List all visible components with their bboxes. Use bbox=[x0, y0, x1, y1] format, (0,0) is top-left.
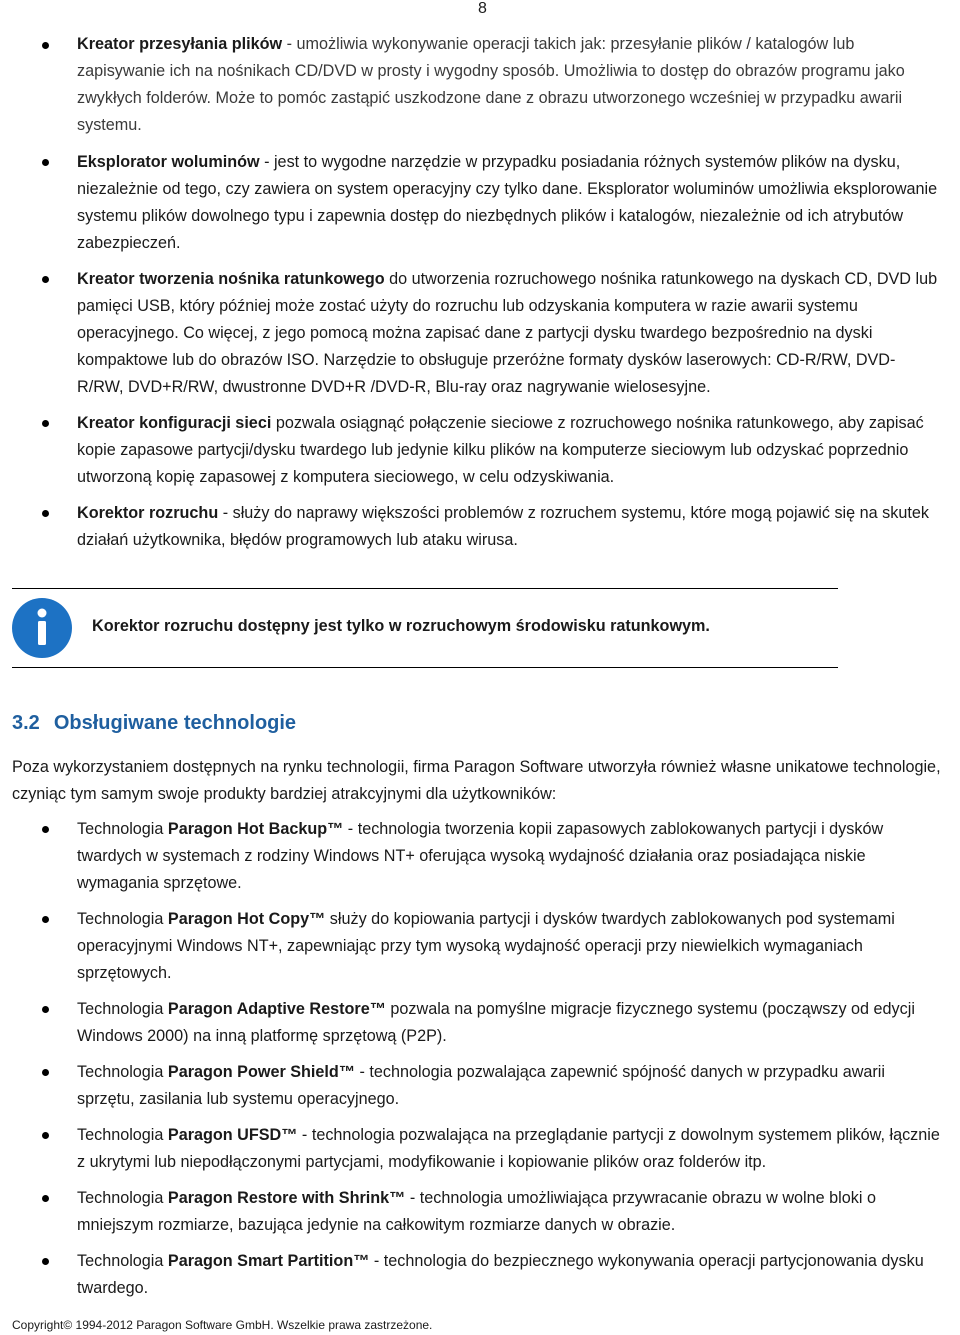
list-item bbox=[0, 906, 960, 987]
note-bottom-divider bbox=[12, 667, 838, 668]
item-prefix: Technologia bbox=[77, 910, 168, 928]
bullet-icon bbox=[42, 42, 49, 49]
item-title: Kreator przesyłania plików bbox=[77, 35, 283, 53]
item-prefix: Technologia bbox=[77, 1063, 168, 1081]
bullet-icon bbox=[42, 420, 49, 427]
item-text: do utworzenia rozruchowego nośnika ratunkowego na dyskach CD, DVD lub pamięci USB, który później może zostać użyty do rozruchu lub odzyskania komputera w razie awarii systemu operacyjnego. Co więcej, z jego pomocą można zapisać dane z partycji dysku twardego bezpośrednio na dyski kompaktowe lub do obrazów ISO. Narzędzie to obsługuje przeróżne formaty dysków laserowych: CD-R/RW, DVD-R/RW, DVD+R/RW, dwustronne DVD+R /DVD-R, Blu-ray oraz nagrywanie wielosesyjne. bbox=[77, 270, 938, 396]
footer-copyright: Copyright© 1994-2012 Paragon Software GmbH. Wszelkie prawa zastrzeżone. bbox=[12, 1318, 433, 1332]
list-item bbox=[0, 149, 960, 257]
list-item bbox=[0, 1059, 960, 1113]
item-title: Kreator tworzenia nośnika ratunkowego bbox=[77, 270, 385, 288]
item-text: - technologia tworzenia kopii zapasowych zablokowanych partycji i dysków twardych w systemach z rodziny Windows NT+ oferująca wysoką wydajność działania oraz posiadająca niskie wymagania sprzętowe. bbox=[77, 820, 884, 892]
bullet-icon bbox=[42, 916, 49, 923]
section-heading bbox=[12, 712, 296, 735]
item-text: - technologia do bezpiecznego wykonywania operacji partycjonowania dysku twardego. bbox=[77, 1252, 924, 1297]
bullet-icon bbox=[42, 826, 49, 833]
item-text: - technologia pozwalająca zapewnić spójność danych w przypadku awarii sprzętu, zasilania lub systemu operacyjnego. bbox=[77, 1063, 885, 1108]
page-number: 8 bbox=[478, 0, 487, 17]
item-prefix: Technologia bbox=[77, 1189, 168, 1207]
bullet-icon bbox=[42, 1069, 49, 1076]
bullet-icon bbox=[42, 159, 49, 166]
section-title: Obsługiwane technologie bbox=[53, 712, 297, 734]
section-number: 3.2 bbox=[12, 712, 40, 734]
list-item bbox=[0, 266, 960, 401]
technology-list bbox=[0, 816, 960, 1311]
item-title: Paragon Smart Partition™ bbox=[167, 1252, 370, 1270]
item-prefix: Technologia bbox=[77, 1126, 168, 1144]
list-item bbox=[0, 1122, 960, 1176]
item-text: pozwala na pomyślne migracje fizycznego systemu (począwszy od edycji Windows 2000) na inną platformę sprzętową (P2P). bbox=[77, 1000, 915, 1045]
list-item bbox=[0, 31, 960, 139]
bullet-icon bbox=[42, 276, 49, 283]
item-text: - umożliwia wykonywanie operacji takich jak: przesyłanie plików / katalogów lub zapisywanie ich na nośnikach CD/DVD w prosty i wygodny sposób. Umożliwia to dostęp do obrazów programu jako zwykłych folderów. Może to pomóc zastąpić uszkodzone dane z obrazu utworzonego wcześniej w przypadku awarii systemu. bbox=[77, 35, 905, 134]
item-text: służy do kopiowania partycji i dysków twardych zablokowanych pod systemami operacyjnymi Windows NT+, zapewniając przy tym wysoką wydajność operacji przy niewielkich wymaganiach sprzętowych. bbox=[77, 910, 895, 982]
bullet-icon bbox=[42, 510, 49, 517]
item-text: - jest to wygodne narzędzie w przypadku posiadania różnych systemów plików na dysku, niezależnie od tego, czy zawiera on system operacyjny czy tylko dane. Eksplorator woluminów umożliwia eksplorowanie systemu plików dowolnego typu i zapewnia dostęp do niezbędnych plików i katalogów, niezależnie od ich atrybutów zabezpieczeń. bbox=[77, 153, 938, 252]
item-text: - służy do naprawy większości problemów z rozruchem systemu, które mogą pojawić się na skutek działań użytkownika, błędów programowych lub ataku wirusa. bbox=[77, 504, 929, 549]
list-item bbox=[0, 816, 960, 897]
list-item bbox=[0, 410, 960, 491]
list-item bbox=[0, 1248, 960, 1302]
bullet-icon bbox=[42, 1258, 49, 1265]
item-text: - technologia pozwalająca na przeglądanie partycji z dowolnym systemem plików, łącznie z ukrytymi lub niepodłączonymi partycjami, modyfikowanie i kopiowanie plików oraz folderów itp. bbox=[77, 1126, 940, 1171]
item-text: - technologia umożliwiająca przywracanie obrazu w wolne bloki o mniejszym rozmiarze, bazująca jedynie na całkowitym rozmiarze danych w obrazie. bbox=[77, 1189, 876, 1234]
list-item bbox=[0, 500, 960, 554]
item-title: Paragon Adaptive Restore™ bbox=[167, 1000, 386, 1018]
info-note: Korektor rozruchu dostępny jest tylko w rozruchowym środowisku ratunkowym. bbox=[92, 617, 710, 635]
item-title: Paragon Restore with Shrink™ bbox=[167, 1189, 406, 1207]
item-prefix: Technologia bbox=[77, 820, 168, 838]
list-item bbox=[0, 1185, 960, 1239]
intro-paragraph: Poza wykorzystaniem dostępnych na rynku technologii, firma Paragon Software utworzyła również własne unikatowe technologie, czyniąc tym samym swoje produkty bardziej atrakcyjnymi dla użytkowników: bbox=[12, 758, 941, 803]
note-top-divider bbox=[12, 588, 838, 589]
item-title: Kreator konfiguracji sieci bbox=[77, 414, 272, 432]
feature-list bbox=[0, 31, 960, 563]
bullet-icon bbox=[42, 1132, 49, 1139]
item-title: Eksplorator woluminów bbox=[77, 153, 260, 171]
item-title: Paragon Hot Copy™ bbox=[167, 910, 326, 928]
info-icon-glyph bbox=[12, 598, 72, 658]
item-text: pozwala osiągnąć połączenie sieciowe z rozruchowego nośnika ratunkowego, aby zapisać kopie zapasowe partycji/dysku twardego lub jedynie kilku plików na komputerze sieciowym lub odzyskać poprzednio utworzoną kopię zapasowej z komputera sieciowego, w celu odzyskiwania. bbox=[77, 414, 924, 486]
info-icon bbox=[12, 598, 72, 658]
bullet-icon bbox=[42, 1195, 49, 1202]
bullet-icon bbox=[42, 1006, 49, 1013]
item-prefix: Technologia bbox=[77, 1000, 168, 1018]
item-title: Paragon Power Shield™ bbox=[167, 1063, 356, 1081]
item-prefix: Technologia bbox=[77, 1252, 168, 1270]
item-title: Korektor rozruchu bbox=[77, 504, 219, 522]
item-title: Paragon Hot Backup™ bbox=[167, 820, 344, 838]
item-title: Paragon UFSD™ bbox=[167, 1126, 298, 1144]
list-item bbox=[0, 996, 960, 1050]
